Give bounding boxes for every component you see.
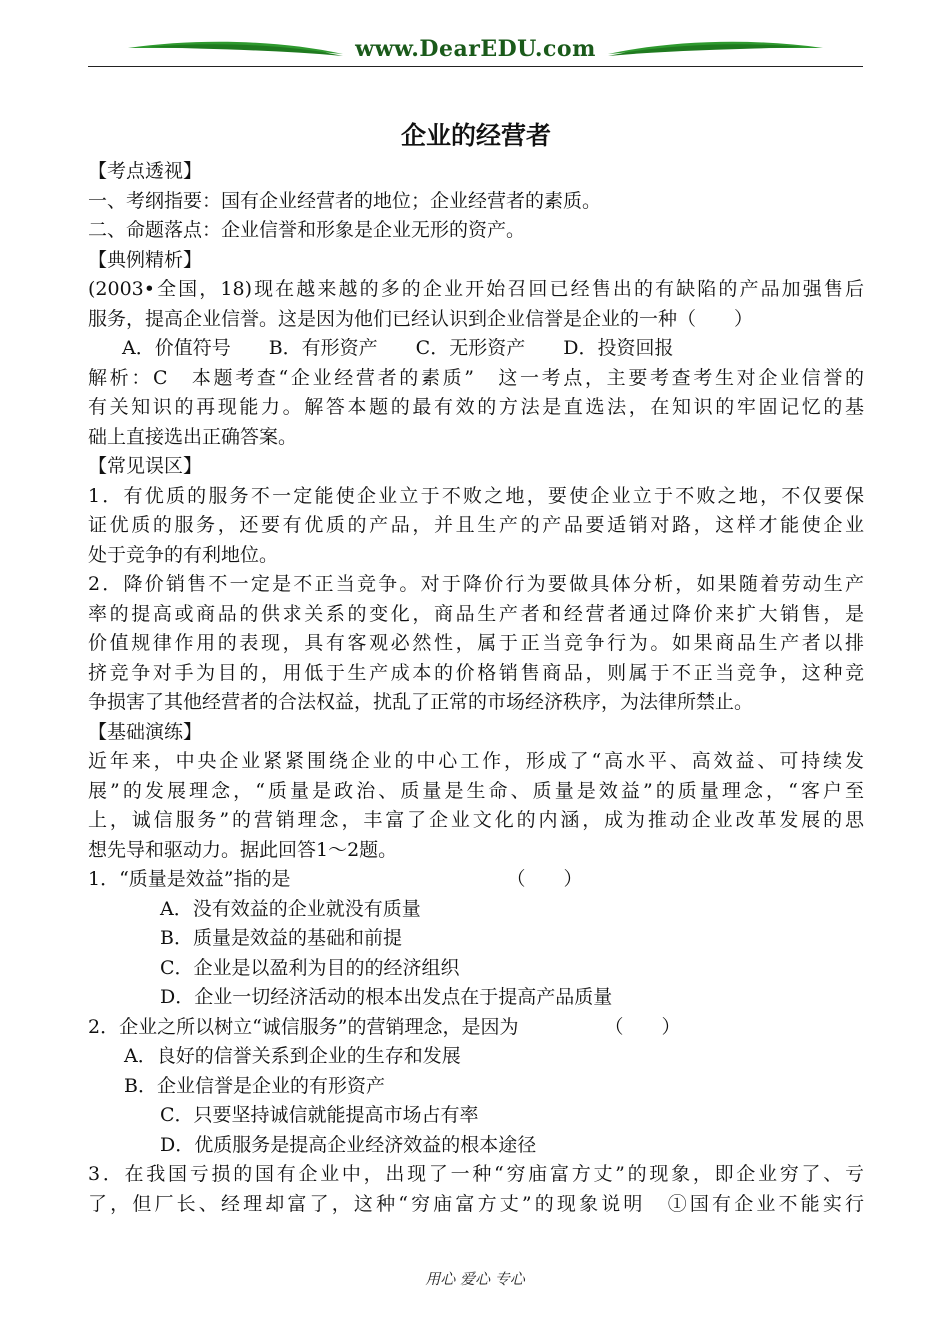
question-2-answer-blank: （ ）: [604, 1015, 681, 1038]
text-line: 价值规律作用的表现，具有客观必然性，属于正当竞争行为。如果商品生产者以排: [88, 632, 864, 654]
text-line: (2003•全国，18)现在越来越的多的企业开始召回已经售出的有缺陷的产品加强售后: [88, 278, 864, 300]
question-2-option-a: A．良好的信誉关系到企业的生存和发展: [124, 1045, 461, 1067]
document-body: [88, 116, 864, 1219]
text-line: 挤竞争对手为目的，用低于生产成本的价格销售商品，则属于不正当竞争，这种竞: [88, 661, 864, 684]
text-line: 一、考纲指要：国有企业经营者的地位；企业经营者的素质。: [88, 189, 602, 212]
section-heading: 【基础演练】: [88, 720, 203, 743]
question-2-text: 2．企业之所以树立“诚信服务”的营销理念，是因为: [88, 1015, 519, 1038]
example-options: A．价值符号 B．有形资产 C．无形资产 D．投资回报: [122, 337, 674, 359]
section-heading: 【典例精析】: [88, 248, 203, 271]
text-line: 上，诚信服务”的营销理念，丰富了企业文化的内涵，成为推动企业改革发展的思: [88, 809, 864, 831]
text-line: 处于竞争的有利地位。: [88, 543, 279, 566]
question-1-option-b: B．质量是效益的基础和前提: [160, 927, 402, 949]
question-2-stem: [88, 1013, 864, 1043]
text-line: 有关知识的再现能力。解答本题的最有效的方法是直选法，在知识的牢固记忆的基: [88, 396, 864, 418]
text-line: 二、命题落点：企业信誉和形象是企业无形的资产。: [88, 219, 526, 241]
section-heading: 【常见误区】: [88, 455, 203, 477]
question-1-text: 1．“质量是效益”指的是: [88, 868, 291, 890]
question-3-line: 了，但厂长、经理却富了，这种“穷庙富方丈”的现象说明 ①国有企业不能实行: [88, 1192, 864, 1215]
question-2-option-d: D．优质服务是提高企业经济效益的根本途径: [160, 1133, 537, 1156]
page-title: 企业的经营者: [400, 121, 551, 150]
question-2-option-b: B．企业信誉是企业的有形资产: [124, 1074, 385, 1097]
text-line: 展”的发展理念，“质量是政治、质量是生命、质量是效益”的质量理念，“客户至: [88, 779, 864, 802]
text-line: 础上直接选出正确答案。: [88, 425, 298, 448]
question-3-line: 3．在我国亏损的国有企业中，出现了一种“穷庙富方丈”的现象，即企业穷了、亏: [88, 1163, 864, 1185]
question-1-option-d: D．企业一切经济活动的根本出发点在于提高产品质量: [160, 986, 613, 1008]
text-line: 近年来，中央企业紧紧围绕企业的中心工作，形成了“高水平、高效益、可持续发: [88, 750, 864, 772]
text-line: 率的提高或商品的供求关系的变化，商品生产者和经营者通过降价来扩大销售，是: [88, 602, 864, 625]
text-line: 证优质的服务，还要有优质的产品，并且生产的产品要适销对路，这样才能使企业: [88, 514, 864, 536]
text-line: 1．有优质的服务不一定能使企业立于不败之地，要使企业立于不败之地，不仅要保: [88, 484, 864, 507]
question-1-answer-blank: （ ）: [506, 868, 583, 890]
question-1-option-c: C．企业是以盈利为目的的经济组织: [160, 956, 460, 979]
section-heading: 【考点透视】: [88, 160, 203, 182]
text-line: 服务，提高企业信誉。这是因为他们已经认识到企业信誉是企业的一种（ ）: [88, 307, 754, 330]
text-line: 解析：C 本题考查“企业经营者的素质” 这一考点，主要考查考生对企业信誉的: [88, 366, 864, 389]
question-2-option-c: C．只要坚持诚信就能提高市场占有率: [160, 1104, 479, 1126]
question-1-stem: [88, 865, 864, 895]
header-divider: [88, 66, 863, 67]
site-brand[interactable]: www.DearEDU.com: [355, 36, 596, 62]
text-line: 2．降价销售不一定是不正当竞争。对于降价行为要做具体分析，如果随着劳动生产: [88, 573, 864, 595]
text-line: 争损害了其他经营者的合法权益，扰乱了正常的市场经济秩序，为法律所禁止。: [88, 691, 754, 713]
text-line: 想先导和驱动力。据此回答1～2题。: [88, 838, 398, 861]
page-footer: 用心 爱心 专心: [425, 1270, 525, 1288]
question-1-option-a: A．没有效益的企业就没有质量: [160, 897, 421, 920]
